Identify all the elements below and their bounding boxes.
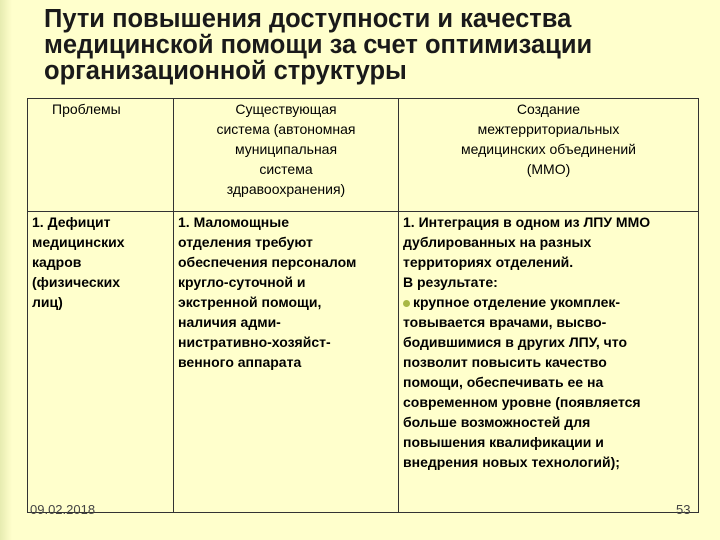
footer-date: 09.02.2018 [30,502,96,517]
page-number: 53 [676,502,691,517]
header-row [28,99,699,212]
left-accent-rail [0,0,12,540]
comparison-table [27,98,699,513]
title-line: медицинской помощи за счет оптимизации [44,31,593,59]
cell-mmo: 1. Интеграция в одном из ЛПУ ММО дублированных на разных территориях отделений. В результате: крупное отделение укомплек- товывается врачами, высво- бодившимися в других ЛПУ, что позволит повысить качество помощи, обеспечивать ее на современном уровне (появляется больше возможностей для повышения квалификации и внедрения новых технологий); [399,212,699,513]
bullet-line: крупное отделение укомплек- [403,292,694,312]
cell-problem: 1. Дефицит медицинских кадров (физических лиц) [28,212,174,513]
table-row [28,212,699,513]
title-line: Пути повышения доступности и качества [44,5,572,33]
slide-title [44,6,704,84]
header-mmo: Создание межтерриториальных медицинских объединений (ММО) [399,99,699,212]
title-line: организационной структуры [44,57,407,85]
bullet-icon [403,300,410,307]
header-existing-system: Существующая система (автономная муниципальная система здравоохранения) [174,99,399,212]
header-problems: Проблемы [28,99,174,212]
cell-existing-system: 1. Маломощные отделения требуют обеспечения персоналом кругло-суточной и экстренной помощи, наличия адми- нистративно-хозяйст- венного аппарата [174,212,399,513]
